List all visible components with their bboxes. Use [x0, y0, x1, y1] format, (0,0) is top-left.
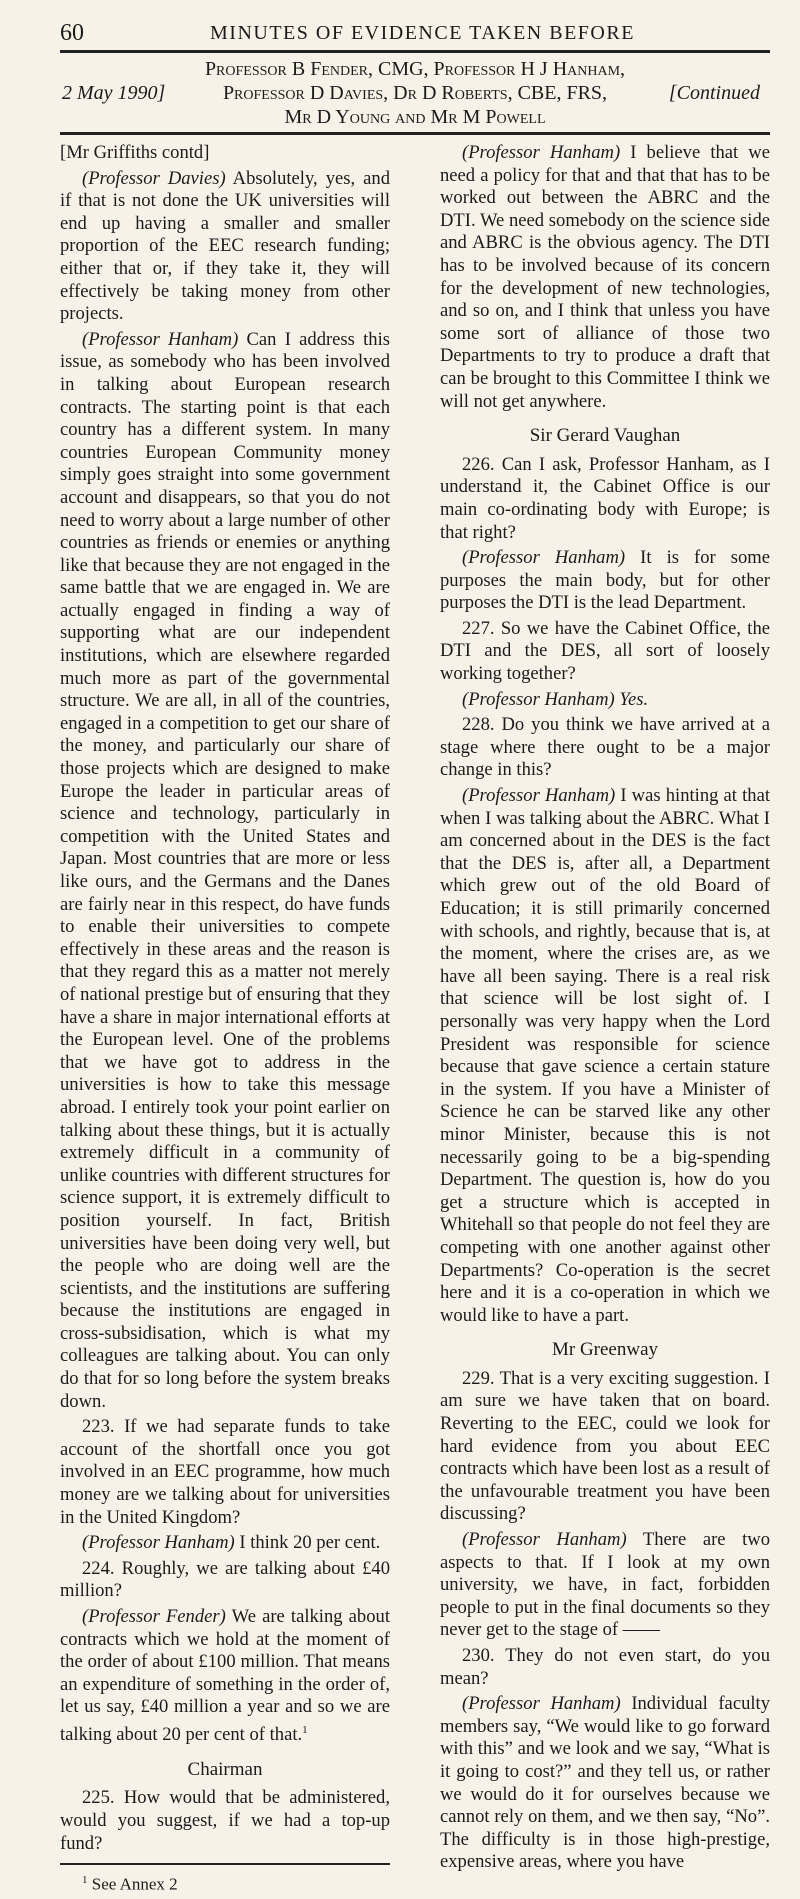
- speaker-name: (Professor Hanham): [82, 1532, 235, 1554]
- footnote-number: 1: [82, 1874, 88, 1887]
- witnesses-line-3: Mr D Young and Mr M Powell: [284, 106, 546, 128]
- footnote-marker: 1: [302, 1723, 308, 1736]
- witnesses-line-1: Professor B Fender, CMG, Professor H J Hanham,: [204, 58, 626, 80]
- answer-text: We are talking about contracts which we hold at the moment of the order of about £100 million. That means an expenditure of something in the order of, let us say, £40 million a year and so we are talking about 20 per cent of that.: [60, 1606, 390, 1746]
- right-column: [440, 142, 770, 1877]
- running-title: MINUTES OF EVIDENCE TAKEN BEFORE: [210, 22, 635, 44]
- greenway-heading: Mr Greenway: [551, 1339, 659, 1361]
- question-226: 226. Can I ask, Professor Hanham, as I understand it, the Cabinet Office is our main co-ordinating body with Europe; is that right?: [440, 453, 770, 543]
- question-225: 225. How would that be administered, would you suggest, if we had a top-up fund?: [60, 1787, 390, 1854]
- question-229: 229. That is a very exciting suggestion. I am sure we have taken that on board. Reverting to the EEC, could we look for hard evidence from you about EEC contracts which have been lost as a result of the unfavourable treatment you have been discussing?: [440, 1367, 770, 1525]
- speaker-name: (Professor Hanham): [462, 547, 626, 569]
- answer-text: Individual faculty members say, “We would like to go forward with this” and we look and we say, “What is it going to cost?” and they tell us, or rather we would do it for ourselves because we cannot rely on them, and we then say, “No”. The difficulty is in those high-prestige, expensive areas, where you have: [440, 1693, 770, 1873]
- answer-paragraph: [60, 168, 390, 326]
- speaker-name: (Professor Hanham): [462, 785, 616, 807]
- footnote-rule: [60, 1863, 390, 1865]
- answer-paragraph: [60, 1606, 390, 1747]
- answer-text: It is for some purposes the main body, but for other purposes the DTI is the lead Department.: [440, 547, 770, 614]
- hearing-date: 2 May 1990]: [62, 82, 166, 104]
- section-label: [Mr Griffiths contd]: [60, 142, 210, 163]
- answer-paragraph: [60, 1532, 390, 1555]
- vaughan-heading: Sir Gerard Vaughan: [529, 425, 681, 447]
- question-224: 224. Roughly, we are talking about £40 million?: [60, 1557, 390, 1602]
- witnesses-line-2: Professor D Davies, Dr D Roberts, CBE, FRS,: [222, 82, 608, 104]
- speaker-name: (Professor Hanham): [462, 142, 621, 163]
- answer-text: Absolutely, yes, and if that is not done the UK universities will end up having a smaller and smaller proportion of the EEC research funding; either that or, if they take it, they will effectively be taking money from other projects.: [60, 167, 390, 325]
- question-228: 228. Do you think we have arrived at a stage where there ought to be a major change in this?: [440, 714, 770, 781]
- answer-paragraph: [440, 785, 770, 1327]
- header-rule-top: [60, 50, 770, 53]
- answer-text: I think 20 per cent.: [234, 1532, 381, 1554]
- answer-text: I was hinting at that when I was talking about the ABRC. What I am concerned about in the DES is the fact that the DES is, after all, a Department which grew out of the old Board of Education; it is still primarily concerned with schools, and rightly, because that is, at the moment, where the crises are, as we have all been saying. There is a real risk that science will be lost sight of. I personally was very happy when the Lord President was responsible for science because that gave science a certain stature in the system. If you have a Minister of Science he can be starved like any other minor Minister, because this is not necessarily going to be a big-spending Department. The question is, how do you get a structure which is accepted in Whitehall so that people do not feel they are competing with one another against other Departments? Co-operation is the secret here and it is a co-operation in which we would like to have a part.: [440, 785, 771, 1326]
- speaker-name: (Professor Davies): [82, 167, 226, 189]
- answer-text: Can I address this issue, as somebody who has been involved in talking about European research contracts. The starting point is that each country has a different system. In many countries European Community money simply goes straight into some government account and disappears, so that you do not need to worry about a large number of other countries as friends or enemies or anything like that because they are not engaged in the same battle that we are engaged in. We are actually engaged in finding a way of supporting what are our independent institutions, which are elsewhere regarded much more as part of the governmental structure. We are all, in all of the countries, engaged in a competition to get our share of the money, and particularly our share of those projects which are designed to make Europe the leader in particular areas of science and technology, particularly in competition with the United States and Japan. Most countries that are more or less like ours, and the Germans and the Danes are fairly near in this respect, do have funds to enable their universities to compete effectively in these areas and the reason is that they regard this as a matter not merely of national prestige but of ensuring that they have a share in major international efforts at the European level. One of the problems that we have got to address in the universities is how to take this message abroad. I entirely took your point earlier on talking about these things, but it is actually extremely difficult in a community of unlike countries with different structures for science support, it is extremely difficult to position yourself. In fact, British universities have been doing very well, but the people who are doing well are the scientists, and the institutions are suffering because the institutions are engaged in cross-subsidisation, which is what my colleagues are talking about. You can only do that for so long before the system breaks down.: [60, 328, 390, 1412]
- answer-paragraph: [60, 329, 390, 1414]
- footnote-text: See Annex 2: [91, 1874, 178, 1894]
- header-rule-bottom: [60, 132, 770, 135]
- answer-paragraph: [440, 547, 770, 615]
- answer-paragraph: [440, 142, 770, 413]
- question-227: 227. So we have the Cabinet Office, the DTI and the DES, all sort of loosely working together?: [440, 617, 770, 685]
- answer-text: I believe that we need a policy for that and that that has to be worked out between the ABRC and the DTI. We need somebody on the science side and ABRC is the obvious agency. The DTI has to be involved because of its concern for the development of new technologies, and so on, and I think that unless you have some sort of alliance of those two Departments to try to produce a draft that can be brought to this Committee I think we will not get anywhere.: [440, 142, 770, 412]
- running-head: [60, 20, 760, 48]
- speaker-name: (Professor Hanham): [462, 1693, 621, 1715]
- answer-227: (Professor Hanham) Yes.: [462, 688, 649, 710]
- speaker-name: (Professor Hanham): [462, 1529, 627, 1551]
- answer-paragraph: [440, 1529, 770, 1642]
- speaker-name: (Professor Fender): [82, 1606, 226, 1627]
- left-column: [60, 142, 390, 1899]
- answer-text: There are two aspects to that. If I look at my own university, we have, in fact, forbidden people to put in the final documents so they never get to the stage of ——: [440, 1529, 770, 1641]
- continued-marker: [Continued: [668, 82, 760, 104]
- chairman-heading: Chairman: [187, 1758, 263, 1780]
- page-number: 60: [60, 20, 84, 46]
- question-223: 223. If we had separate funds to take account of the shortfall once you got involved in an EEC programme, how much money are we talking about for universities in the United Kingdom?: [60, 1416, 390, 1528]
- footnote: [60, 1869, 390, 1896]
- answer-paragraph: [440, 1693, 770, 1874]
- question-230: 230. They do not even start, do you mean?: [440, 1645, 770, 1689]
- speaker-name: (Professor Hanham): [82, 328, 239, 350]
